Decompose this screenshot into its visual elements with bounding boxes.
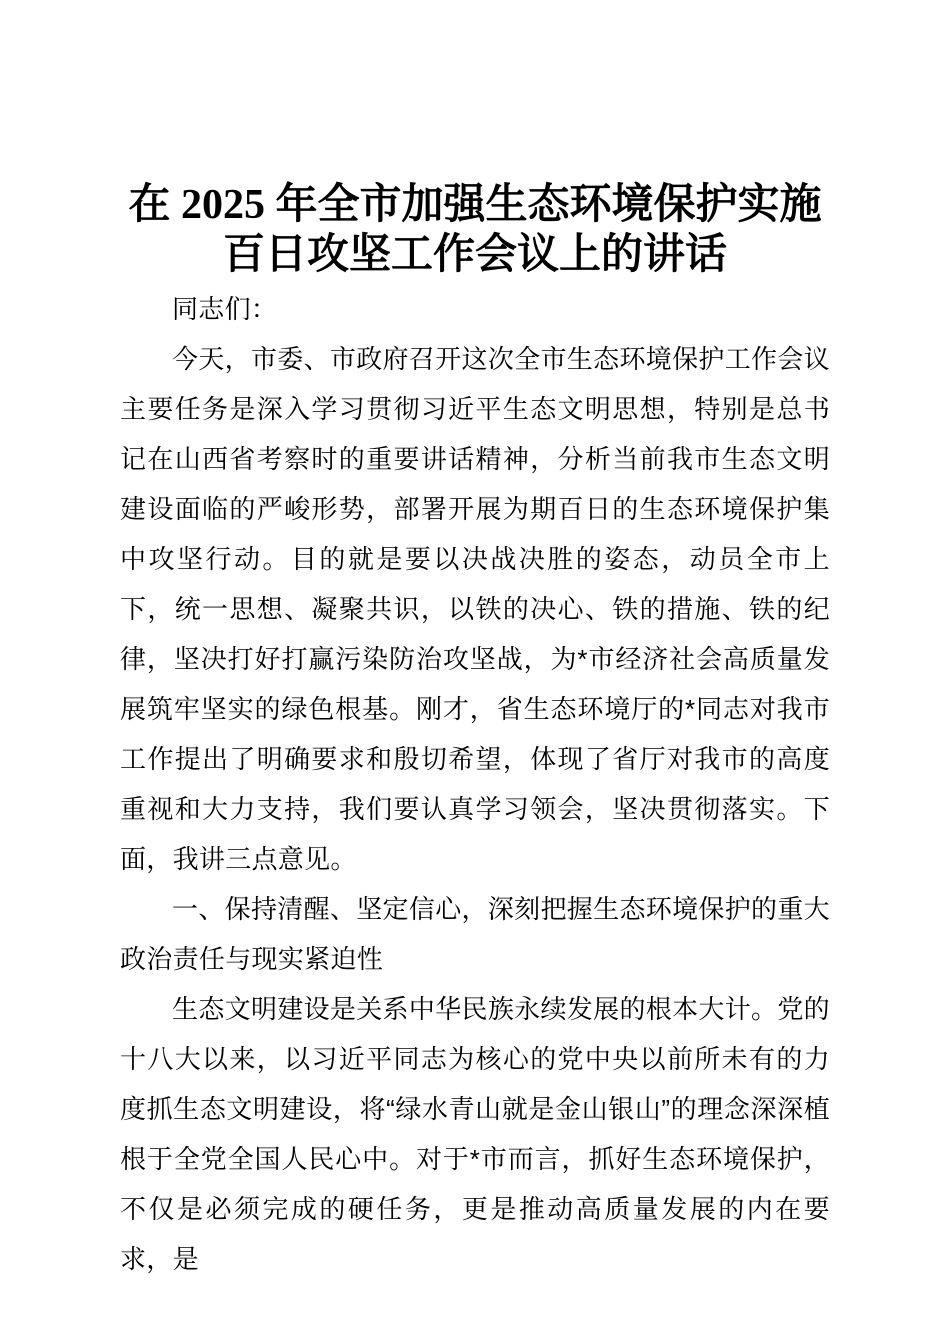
document-page (120, 0, 830, 1284)
section-1-body-paragraph: 生态文明建设是关系中华民族永续发展的根本大计。党的十八大以来，以习近平同志为核心的党中央以前所未有的力度抓生态文明建设，将“绿水青山就是金山银山”的理念深深植根于全党全国人民心中。对于*市而言，抓好生态环境保护，不仅是必须完成的硬任务，更是推动高质量发展的内在要求，是 (120, 994, 830, 1274)
document-title-line-1: 在 2025 年全市加强生态环境保护实施 (128, 182, 822, 228)
document-title (120, 180, 830, 280)
section-heading-1: 一、保持清醒、坚定信心，深刻把握生态环境保护的重大政治责任与现实紧迫性 (120, 894, 830, 974)
opening-paragraph: 今天，市委、市政府召开这次全市生态环境保护工作会议主要任务是深入学习贯彻习近平生态文明思想，特别是总书记在山西省考察时的重要讲话精神，分析当前我市生态文明建设面临的严峻形势，部署开展为期百日的生态环境保护集中攻坚行动。目的就是要以决战决胜的姿态，动员全市上下，统一思想、凝聚共识，以铁的决心、铁的措施、铁的纪律，坚决打好打赢污染防治攻坚战，为*市经济社会高质量发展筑牢坚实的绿色根基。刚才，省生态环境厅的*同志对我市工作提出了明确要求和殷切希望，体现了省厅对我市的高度重视和大力支持，我们要认真学习领会，坚决贯彻落实。下面，我讲三点意见。 (120, 344, 830, 874)
salutation-paragraph: 同志们： (172, 294, 278, 324)
document-title-line-2: 百日攻坚工作会议上的讲话 (222, 232, 727, 278)
